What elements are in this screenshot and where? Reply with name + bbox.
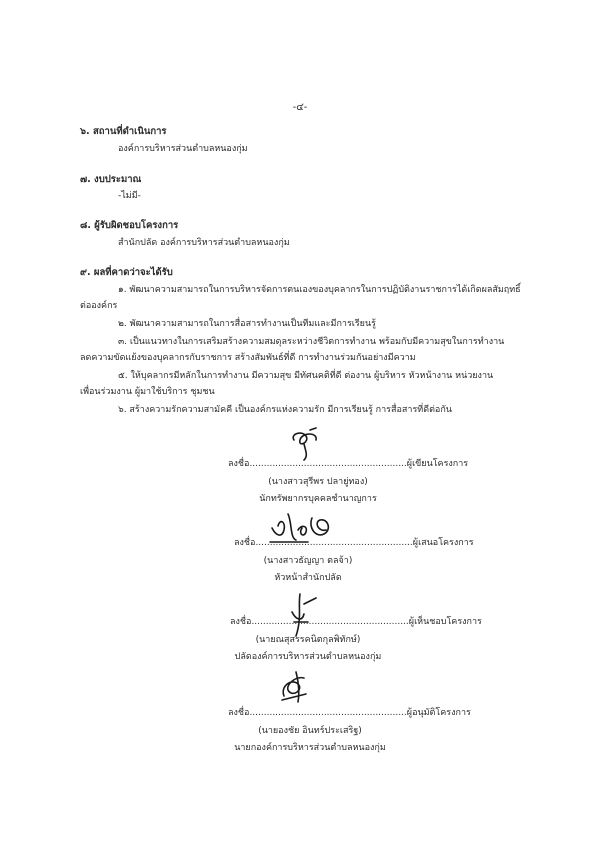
section-heading-budget: ๗. งบประมาณ xyxy=(80,174,142,185)
signatory-position-1: นักทรัพยากรบุคคลชำนาญการ xyxy=(259,494,377,504)
signature-dots: ....................................................... xyxy=(249,708,407,718)
page-number: -๔- xyxy=(292,102,308,113)
section-heading-expected-results: ๙. ผลที่คาดว่าจะได้รับ xyxy=(80,267,173,278)
handwritten-signature-4 xyxy=(276,670,312,704)
signatory-name-1: (นางสาวสุรีพร ปลายู่ทอง) xyxy=(268,477,368,487)
signatory-position-3: ปลัดองค์การบริหารส่วนตำบลหนองกุ่ม xyxy=(234,652,382,662)
signature-prefix: ลงชื่อ xyxy=(230,617,252,627)
signatory-name-3: (นายณสุสรรคนิตกุลพิทักษ์) xyxy=(255,635,361,645)
signatory-position-4: นายกองค์การบริหารส่วนตำบลหนองกุ่ม xyxy=(234,743,386,753)
result-line-1-cont: ต่อองค์กร xyxy=(80,301,118,311)
result-line-5: ๕. ให้บุคลากรมีหลักในการทำงาน มีความสุข มีทัศนคติที่ดี ต่องาน ผู้บริหาร หัวหน้างาน หน่วยงาน xyxy=(118,371,494,381)
signature-role: ผู้เสนอโครงการ xyxy=(412,538,474,548)
signature-line-1 xyxy=(228,456,468,470)
result-line-6: ๖. สร้างความรักความสามัคคี เป็นองค์กรแห่งความรัก มีการเรียนรู้ การสื่อสารที่ดีต่อกัน xyxy=(118,405,452,415)
signature-prefix: ลงชื่อ xyxy=(228,708,250,718)
result-line-1: ๑. พัฒนาความสามารถในการบริหารจัดการตนเองของบุคลากรในการปฏิบัติงานราชการได้เกิดผลสัมฤทธิ์ xyxy=(118,285,521,295)
signature-role: ผู้อนุมัติโครงการ xyxy=(406,708,471,718)
signatory-name-2: (นางสาวธัญญา ตลจ้า) xyxy=(263,556,353,566)
result-line-3: ๓. เป็นแนวทางในการเสริมสร้างความสมดุลระหว่างชีวิตการทำงาน พร้อมกับมีความสุขในการทำงาน xyxy=(118,337,505,347)
section-body-location: องค์การบริหารส่วนตำบลหนองกุ่ม xyxy=(118,144,248,154)
signature-role: ผู้เห็นชอบโครงการ xyxy=(408,617,482,627)
result-line-2: ๒. พัฒนาความสามารถในการสื่อสารทำงานเป็นทีมและมีการเรียนรู้ xyxy=(118,319,376,329)
section-heading-location: ๖. สถานที่ดำเนินการ xyxy=(80,126,167,137)
signature-prefix: ลงชื่อ xyxy=(234,538,256,548)
signature-role: ผู้เขียนโครงการ xyxy=(406,459,469,469)
section-heading-responsible: ๘. ผู้รับผิดชอบโครงการ xyxy=(80,220,179,231)
section-body-responsible: สำนักปลัด องค์การบริหารส่วนตำบลหนองกุ่ม xyxy=(118,238,290,248)
signature-line-3 xyxy=(230,614,482,628)
section-body-budget: -ไม่มี- xyxy=(118,191,141,201)
result-line-3-cont: ลดความขัดแย้งของบุคลากรกับราชการ สร้างสัมพันธ์ที่ดี การทำงานร่วมกันอย่างมีความ xyxy=(80,353,416,363)
signature-line-4 xyxy=(228,705,471,719)
signature-line-2 xyxy=(234,535,474,549)
signature-prefix: ลงชื่อ xyxy=(228,459,250,469)
signatory-position-2: หัวหน้าสำนักปลัด xyxy=(274,573,342,583)
signature-dots: ....................................................... xyxy=(251,617,409,627)
signature-dots: ....................................................... xyxy=(255,538,413,548)
signature-dots: ....................................................... xyxy=(249,459,407,469)
result-line-5-cont: เพื่อนร่วมงาน ผู้มาใช้บริการ ชุมชน xyxy=(80,387,215,397)
signatory-name-4: (นายองชัย อินทร์ประเสริฐ) xyxy=(258,726,362,736)
